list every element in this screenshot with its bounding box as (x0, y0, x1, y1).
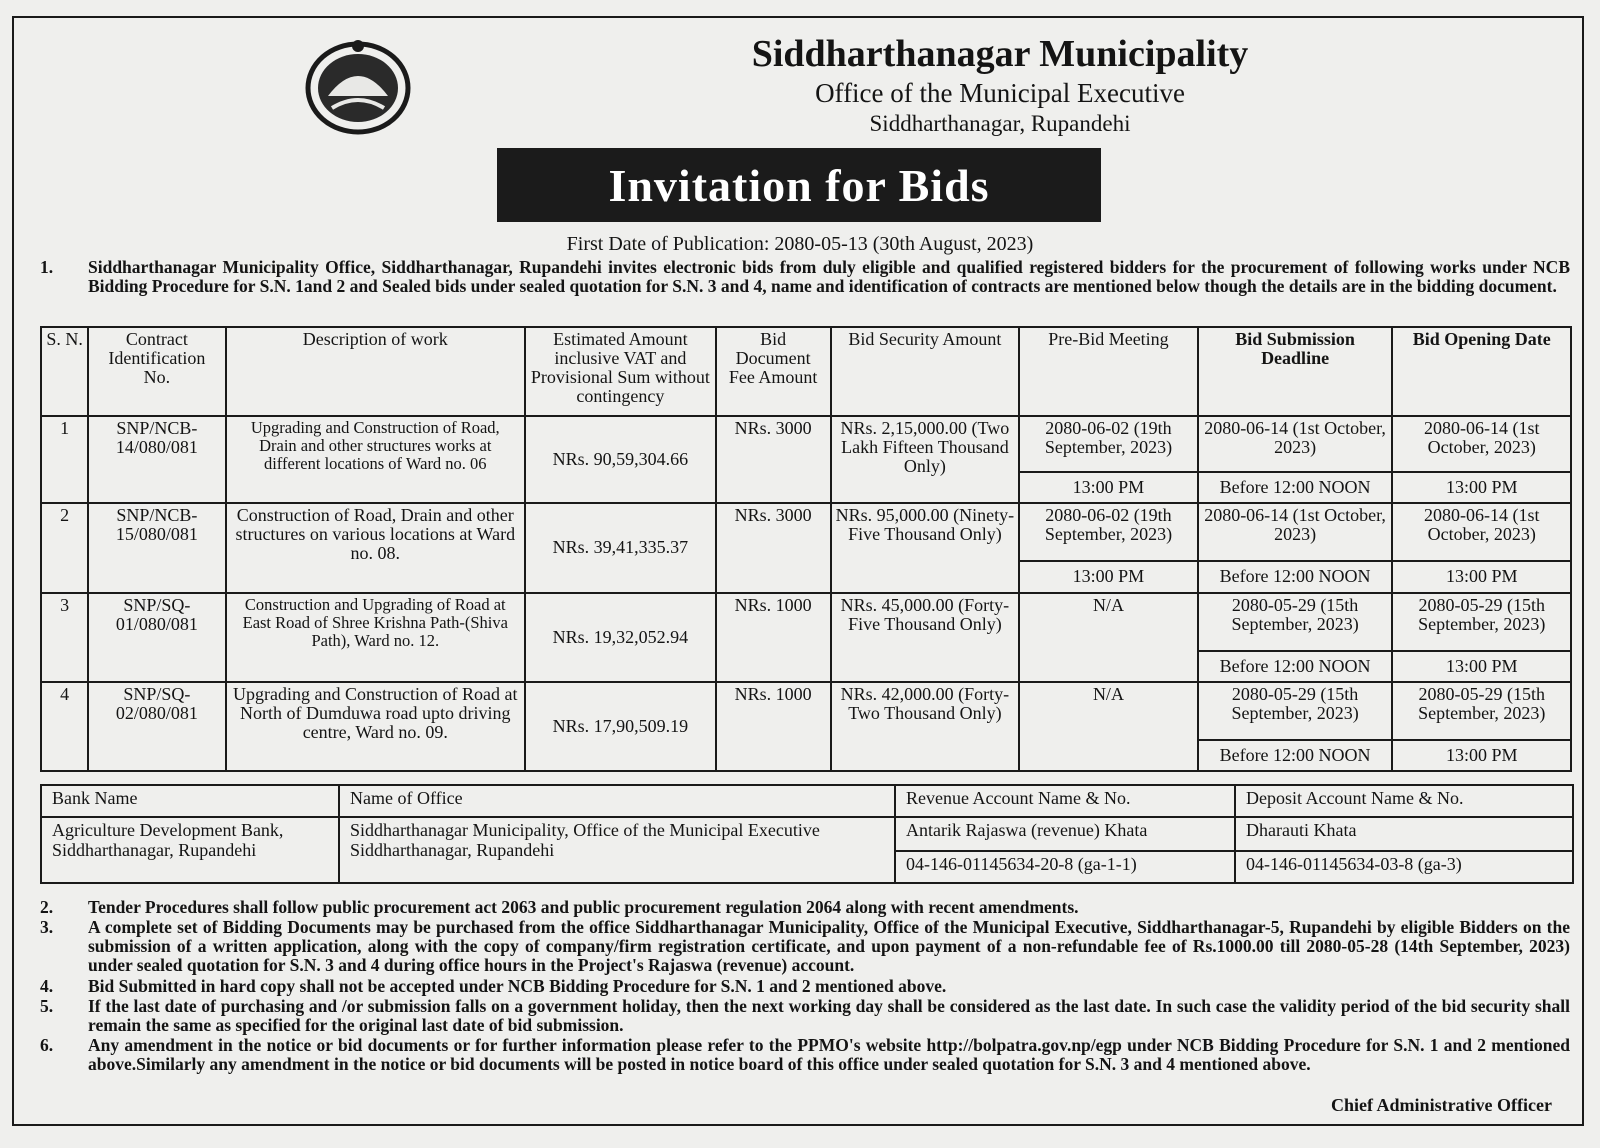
table-row (41, 416, 1571, 472)
row-contract: SNP/NCB-14/080/081 (88, 416, 225, 503)
note-number: 5. (40, 996, 54, 1016)
header-estimate: Estimated Amount inclusive VAT and Provisional Sum without contingency (525, 327, 716, 416)
row-description: Upgrading and Construction of Road at North of Dumduwa road upto driving centre, Ward no. 09. (226, 682, 525, 771)
row-submission-time: Before 12:00 NOON (1198, 472, 1393, 503)
org-name: Siddharthanagar Municipality (751, 33, 1249, 75)
bank-header-row (41, 785, 1573, 817)
row-prebid-time: 13:00 PM (1019, 472, 1197, 503)
header-opening: Bid Opening Date (1392, 327, 1571, 416)
note-text: Bid Submitted in hard copy shall not be accepted under NCB Bidding Procedure for S.N. 1 and 2 mentioned above. (88, 976, 947, 996)
row-prebid-time: 13:00 PM (1019, 561, 1197, 592)
row-description: Upgrading and Construction of Road, Drain and other structures works at different locations of Ward no. 06 (226, 416, 525, 503)
row-submission-time: Before 12:00 NOON (1198, 561, 1393, 592)
row-security: NRs. 42,000.00 (Forty-Two Thousand Only) (831, 682, 1020, 771)
row-estimate: NRs. 90,59,304.66 (525, 416, 716, 503)
row-estimate: NRs. 17,90,509.19 (525, 682, 716, 771)
row-opening-date: 2080-06-14 (1st October, 2023) (1392, 416, 1571, 472)
row-description: Construction and Upgrading of Road at East Road of Shree Krishna Path-(Shiva Path), Ward no. 12. (226, 593, 525, 682)
row-opening-time: 13:00 PM (1392, 561, 1571, 592)
header-submission: Bid Submission Deadline (1198, 327, 1393, 416)
row-prebid-date: 2080-06-02 (19th September, 2023) (1019, 503, 1197, 561)
row-security: NRs. 95,000.00 (Ninety-Five Thousand Only) (831, 503, 1020, 592)
intro-text: Siddharthanagar Municipality Office, Siddharthanagar, Rupandehi invites electronic bids from duly eligible and qualified registered bidders for the procurement of following works under NCB Bidding Procedure for S.N. 1and 2 and Sealed bids under sealed quotation for S.N. 3 and 4, name and identification of contracts are mentioned below though the details are in the bidding document. (88, 257, 1570, 296)
row-estimate: NRs. 39,41,335.37 (525, 503, 716, 592)
bank-header-revenue: Revenue Account Name & No. (895, 785, 1235, 817)
office-account-name: Siddharthanagar Municipality, Office of the Municipal Executive Siddharthanagar, Rupandehi (339, 817, 895, 883)
header-description: Description of work (226, 327, 525, 416)
office-name: Office of the Municipal Executive (815, 78, 1185, 108)
note-item (40, 898, 1570, 917)
header-fee: Bid Document Fee Amount (716, 327, 831, 416)
bank-table (40, 784, 1574, 884)
table-row (41, 503, 1571, 561)
row-sn: 1 (41, 416, 88, 503)
row-estimate: NRs. 19,32,052.94 (525, 593, 716, 682)
row-contract: SNP/SQ-02/080/081 (88, 682, 225, 771)
row-contract: SNP/SQ-01/080/081 (88, 593, 225, 682)
note-number: 4. (40, 976, 54, 996)
signatory-title: Chief Administrative Officer (1331, 1095, 1552, 1115)
row-contract: SNP/NCB-15/080/081 (88, 503, 225, 592)
note-text: Any amendment in the notice or bid documents or for further information please refer to the PPMO's website http://bolpatra.gov.np/egp under NCB Bidding Procedure for S.N. 1 and 2 mentioned above.Similarly any amendment in the notice or bid documents will be posted in notice board of this office under sealed quotation for S.N. 3 and 4 mentioned above. (88, 1035, 1570, 1074)
row-sn: 3 (41, 593, 88, 682)
bank-header-office: Name of Office (339, 785, 895, 817)
bank-header-bank: Bank Name (41, 785, 339, 817)
row-submission-date: 2080-06-14 (1st October, 2023) (1198, 416, 1393, 472)
intro-number: 1. (40, 257, 54, 277)
note-item (40, 977, 1570, 996)
row-prebid-date: N/A (1019, 682, 1197, 771)
note-item (40, 997, 1570, 1035)
bids-table (40, 326, 1572, 772)
row-submission-date: 2080-05-29 (15th September, 2023) (1198, 593, 1393, 651)
row-security: NRs. 45,000.00 (Forty-Five Thousand Only) (831, 593, 1020, 682)
revenue-account-name: Antarik Rajaswa (revenue) Khata (895, 817, 1235, 851)
row-security: NRs. 2,15,000.00 (Two Lakh Fifteen Thousand Only) (831, 416, 1020, 503)
table-row (41, 682, 1571, 740)
bank-header-deposit: Deposit Account Name & No. (1235, 785, 1573, 817)
publication-date: First Date of Publication: 2080-05-13 (30th August, 2023) (566, 233, 1034, 255)
row-prebid-date: N/A (1019, 593, 1197, 682)
intro-paragraph (40, 258, 1570, 296)
note-text: If the last date of purchasing and /or submission falls on a government holiday, then the next working day shall be considered as the last date. In such case the validity period of the bid security shall remain the same as specified for the original last date of bid submission. (88, 996, 1570, 1035)
header-security: Bid Security Amount (831, 327, 1020, 416)
note-number: 6. (40, 1035, 54, 1055)
row-fee: NRs. 1000 (716, 682, 831, 771)
office-address: Siddharthanagar, Rupandehi (869, 111, 1131, 136)
row-submission-date: 2080-05-29 (15th September, 2023) (1198, 682, 1393, 740)
row-sn: 2 (41, 503, 88, 592)
deposit-account-number: 04-146-01145634-03-8 (ga-3) (1235, 851, 1573, 883)
revenue-account-number: 04-146-01145634-20-8 (ga-1-1) (895, 851, 1235, 883)
row-sn: 4 (41, 682, 88, 771)
note-number: 2. (40, 897, 54, 917)
row-fee: NRs. 1000 (716, 593, 831, 682)
header-sn: S. N. (41, 327, 88, 416)
row-opening-date: 2080-06-14 (1st October, 2023) (1392, 503, 1571, 561)
row-submission-time: Before 12:00 NOON (1198, 740, 1393, 771)
row-description: Construction of Road, Drain and other structures on various locations at Ward no. 08. (226, 503, 525, 592)
row-fee: NRs. 3000 (716, 416, 831, 503)
bank-row (41, 817, 1573, 851)
row-submission-time: Before 12:00 NOON (1198, 651, 1393, 682)
row-opening-date: 2080-05-29 (15th September, 2023) (1392, 593, 1571, 651)
note-item (40, 918, 1570, 975)
header-prebid: Pre-Bid Meeting (1019, 327, 1197, 416)
note-item (40, 1036, 1570, 1074)
table-row (41, 593, 1571, 651)
note-number: 3. (40, 917, 54, 937)
row-prebid-date: 2080-06-02 (19th September, 2023) (1019, 416, 1197, 472)
row-opening-time: 13:00 PM (1392, 651, 1571, 682)
row-opening-time: 13:00 PM (1392, 740, 1571, 771)
row-opening-time: 13:00 PM (1392, 472, 1571, 503)
row-opening-date: 2080-05-29 (15th September, 2023) (1392, 682, 1571, 740)
deposit-account-name: Dharauti Khata (1235, 817, 1573, 851)
header-contract: Contract Identification No. (88, 327, 225, 416)
table-header-row (41, 327, 1571, 416)
note-text: A complete set of Bidding Documents may be purchased from the office Siddharthanagar Municipality, Office of the Municipal Executive, Siddharthanagar-5, Rupandehi by eligible Bidders on the submission of a written application, along with the copy of company/firm registration certificate, and upon payment of a non-refundable fee of Rs.1000.00 till 2080-05-28 (14th September, 2023) under sealed quotation for S.N. 3 and 4 during office hours in the Project's Rajaswa (revenue) account. (88, 917, 1570, 975)
row-fee: NRs. 3000 (716, 503, 831, 592)
bank-name: Agriculture Development Bank, Siddharthanagar, Rupandehi (41, 817, 339, 883)
note-text: Tender Procedures shall follow public procurement act 2063 and public procurement regulation 2064 along with recent amendments. (88, 897, 1079, 917)
row-submission-date: 2080-06-14 (1st October, 2023) (1198, 503, 1393, 561)
notice-banner: Invitation for Bids (497, 148, 1101, 222)
